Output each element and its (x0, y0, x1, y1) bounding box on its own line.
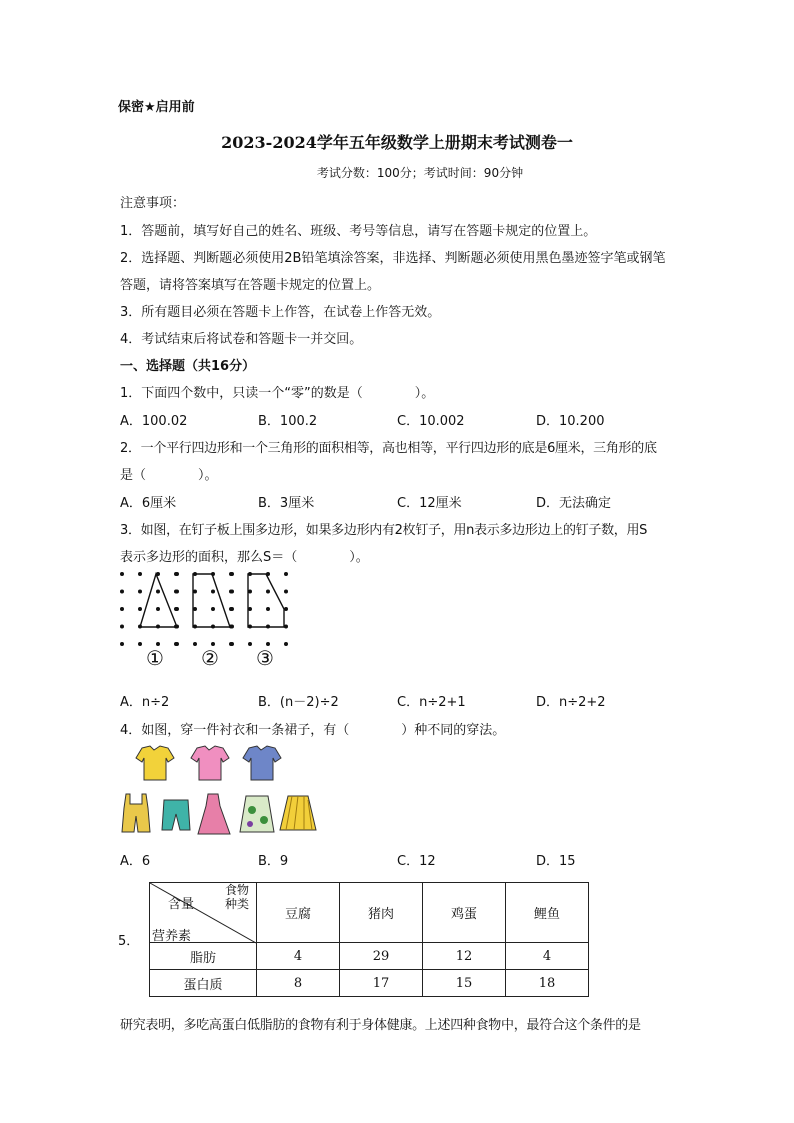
corner-header-nutrient: 营养素 (152, 929, 192, 944)
table-cell: 4 (257, 943, 340, 970)
q2-stem: 2．一个平行四边形和一个三角形的面积相等，高也相等，平行四边形的底是6厘米，三角形的底 (120, 441, 657, 456)
notice-item-2-cont: 答题，请将答案填写在答题卡规定的位置上。 (120, 278, 381, 293)
column-header: 猪肉 (340, 883, 423, 943)
figure-label-3: ③ (256, 646, 274, 670)
pleated-skirt-icon (280, 796, 316, 830)
table-corner-cell (150, 883, 257, 943)
q1-option-d: D．10.200 (536, 414, 605, 429)
section-heading: 一、选择题（共16分） (120, 359, 256, 374)
q1-option-b: B．100.2 (258, 414, 318, 429)
figure-label-1: ① (146, 646, 164, 670)
q4-option-d: D．15 (536, 854, 576, 869)
figure-label-2: ② (201, 646, 219, 670)
table-cell: 4 (506, 943, 589, 970)
shorts-icon (162, 800, 190, 830)
q3-option-d: D．n÷2+2 (536, 695, 606, 710)
notice-item-1: 1．答题前，填写好自己的姓名、班级、考号等信息，请写在答题卡规定的位置上。 (120, 224, 597, 239)
q4-option-c: C．12 (397, 854, 436, 869)
overalls-icon (122, 794, 150, 832)
q3-stem: 3．如图，在钉子板上围多边形，如果多边形内有2枚钉子，用n表示多边形边上的钉子数，用S (120, 523, 648, 538)
column-header: 鲤鱼 (506, 883, 589, 943)
table-cell: 12 (423, 943, 506, 970)
table-cell: 8 (257, 970, 340, 997)
q2-option-b: B．3厘米 (258, 496, 315, 511)
notice-item-3: 3．所有题目必须在答题卡上作答，在试卷上作答无效。 (120, 305, 441, 320)
exam-subtitle: 考试分数：100分；考试时间：90分钟 (316, 166, 524, 180)
table-row (150, 970, 589, 997)
shirt-yellow-icon (136, 746, 174, 780)
table-cell: 15 (423, 970, 506, 997)
q1-option-a: A．100.02 (120, 414, 188, 429)
q3-option-b: B．(n－2)÷2 (258, 695, 339, 710)
q3-option-c: C．n÷2+1 (397, 695, 466, 710)
q5-footer-text: 研究表明，多吃高蛋白低脂肪的食物有利于身体健康。上述四种食物中，最符合这个条件的是 (120, 1018, 641, 1033)
q2-option-c: C．12厘米 (397, 496, 462, 511)
dress-skirt-icon (198, 794, 230, 834)
confidential-label: 保密★启用前 (118, 100, 195, 115)
row-label: 脂肪 (150, 943, 257, 970)
q3-stem-cont: 表示多边形的面积，那么S＝（ ）。 (120, 550, 369, 565)
exam-title: 2023-2024学年五年级数学上册期末考试测卷一 (221, 133, 573, 152)
table-cell: 17 (340, 970, 423, 997)
q5-number: 5． (118, 934, 140, 949)
q4-option-a: A．6 (120, 854, 151, 869)
notice-item-2: 2．选择题、判断题必须使用2B铅笔填涂答案，非选择、判断题必须使用黑色墨迹签字笔或钢笔 (120, 251, 666, 266)
table-cell: 29 (340, 943, 423, 970)
q4-stem: 4．如图，穿一件衬衣和一条裙子，有（ ）种不同的穿法。 (120, 723, 506, 738)
nutrition-table (149, 882, 589, 997)
q2-option-d: D．无法确定 (536, 496, 612, 511)
table-cell: 18 (506, 970, 589, 997)
q2-option-a: A．6厘米 (120, 496, 177, 511)
table-row (150, 943, 589, 970)
q1-option-c: C．10.002 (397, 414, 465, 429)
q2-stem-cont: 是（ ）。 (120, 468, 218, 483)
notice-item-4: 4．考试结束后将试卷和答题卡一并交回。 (120, 332, 363, 347)
shirt-blue-icon (243, 746, 281, 780)
q3-option-a: A．n÷2 (120, 695, 170, 710)
corner-header-content: 含量 (168, 897, 195, 912)
q4-option-b: B．9 (258, 854, 289, 869)
shirt-pink-icon (191, 746, 229, 780)
corner-header-food: 食物种类 (224, 883, 249, 911)
floral-skirt-icon (240, 796, 274, 832)
q1-stem: 1．下面四个数中，只读一个“零”的数是（ ）。 (120, 386, 435, 401)
notice-heading: 注意事项： (120, 196, 186, 211)
row-label: 蛋白质 (150, 970, 257, 997)
column-header: 豆腐 (257, 883, 340, 943)
column-header: 鸡蛋 (423, 883, 506, 943)
